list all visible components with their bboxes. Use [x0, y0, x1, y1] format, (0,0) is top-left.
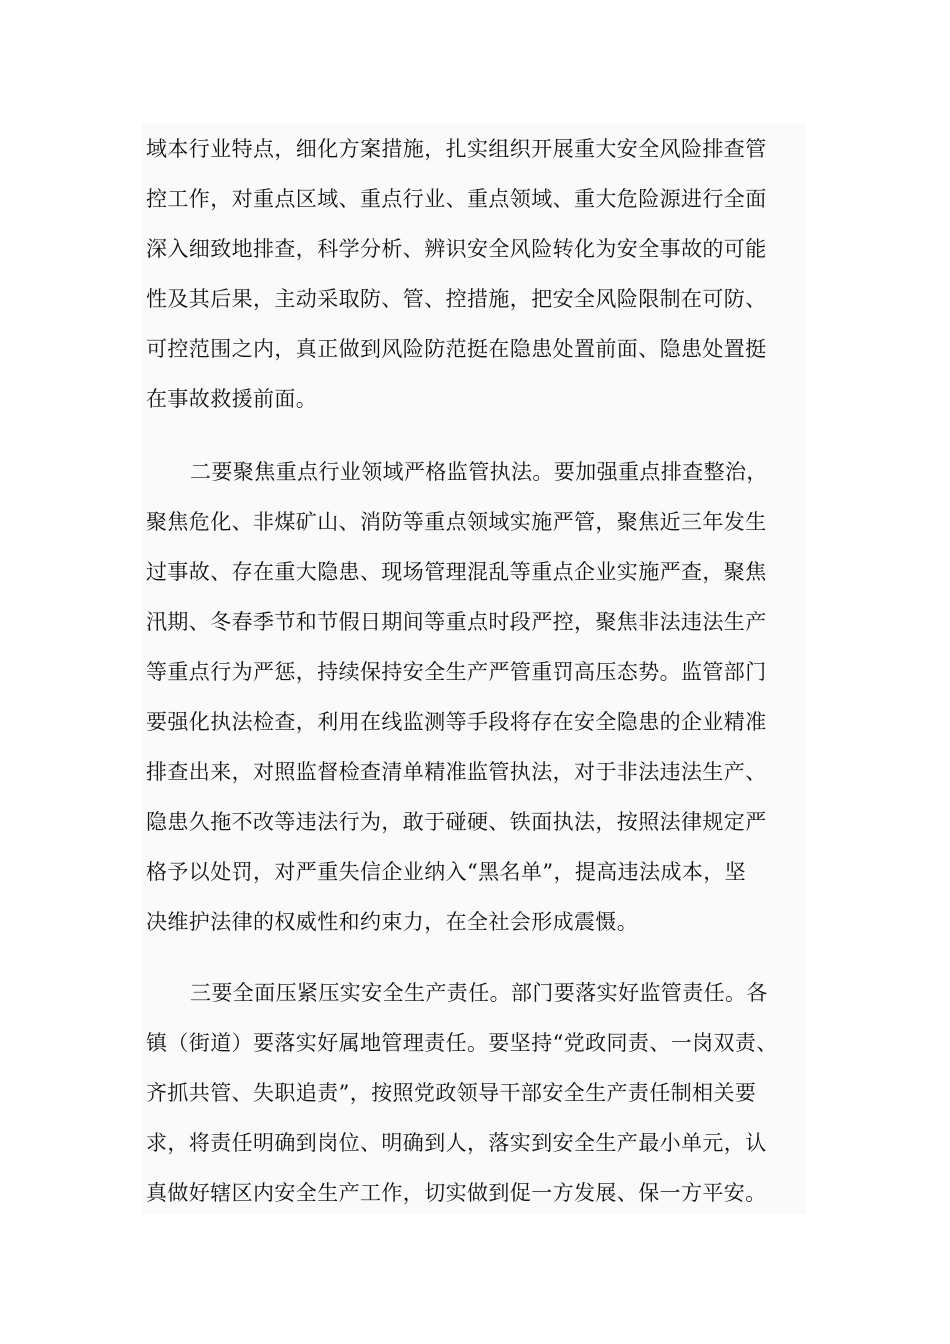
text-line: 格予以处罚，对严重失信企业纳入“黑名单”，提高违法成本，坚 — [146, 860, 747, 884]
text-line: 排查出来，对照监督检查清单精准监管执法，对于非法违法生产、 — [146, 760, 767, 784]
text-line: 真做好辖区内安全生产工作，切实做到促一方发展、保一方平安。 — [146, 1181, 767, 1205]
text-line: 在事故救援前面。 — [146, 387, 318, 411]
text-line: 求，将责任明确到岗位、明确到人，落实到安全生产最小单元，认 — [146, 1131, 767, 1155]
text-line: 过事故、存在重大隐患、现场管理混乱等重点企业实施严查，聚焦 — [146, 560, 767, 584]
text-line: 控工作，对重点区域、重点行业、重点领域、重大危险源进行全面 — [146, 187, 767, 211]
text-line: 齐抓共管、失职追责”，按照党政领导干部安全生产责任制相关要 — [146, 1081, 757, 1105]
text-line: 二要聚焦重点行业领域严格监管执法。要加强重点排查整治， — [190, 460, 768, 484]
text-line: 要强化执法检查，利用在线监测等手段将存在安全隐患的企业精准 — [146, 710, 767, 734]
text-line: 隐患久拖不改等违法行为，敢于碰硬、铁面执法，按照法律规定严 — [146, 810, 767, 834]
text-line: 三要全面压紧压实安全生产责任。部门要落实好监管责任。各 — [190, 981, 768, 1005]
text-line: 性及其后果，主动采取防、管、控措施，把安全风险限制在可防、 — [146, 287, 767, 311]
text-line: 聚焦危化、非煤矿山、消防等重点领域实施严管，聚焦近三年发生 — [146, 510, 767, 534]
text-line: 域本行业特点，细化方案措施，扎实组织开展重大安全风险排查管 — [146, 137, 767, 161]
text-line: 等重点行为严惩，持续保持安全生产严管重罚高压态势。监管部门 — [146, 660, 767, 684]
text-line: 决维护法律的权威性和约束力，在全社会形成震慑。 — [146, 910, 639, 934]
text-line: 汛期、冬春季节和节假日期间等重点时段严控，聚焦非法违法生产 — [146, 610, 767, 634]
document-body — [142, 124, 806, 1214]
text-line: 镇（街道）要落实好属地管理责任。要坚持“党政同责、一岗双责、 — [146, 1031, 778, 1055]
text-line: 可控范围之内，真正做到风险防范挺在隐患处置前面、隐患处置挺 — [146, 337, 767, 361]
text-line: 深入细致地排查，科学分析、辨识安全风险转化为安全事故的可能 — [146, 237, 767, 261]
